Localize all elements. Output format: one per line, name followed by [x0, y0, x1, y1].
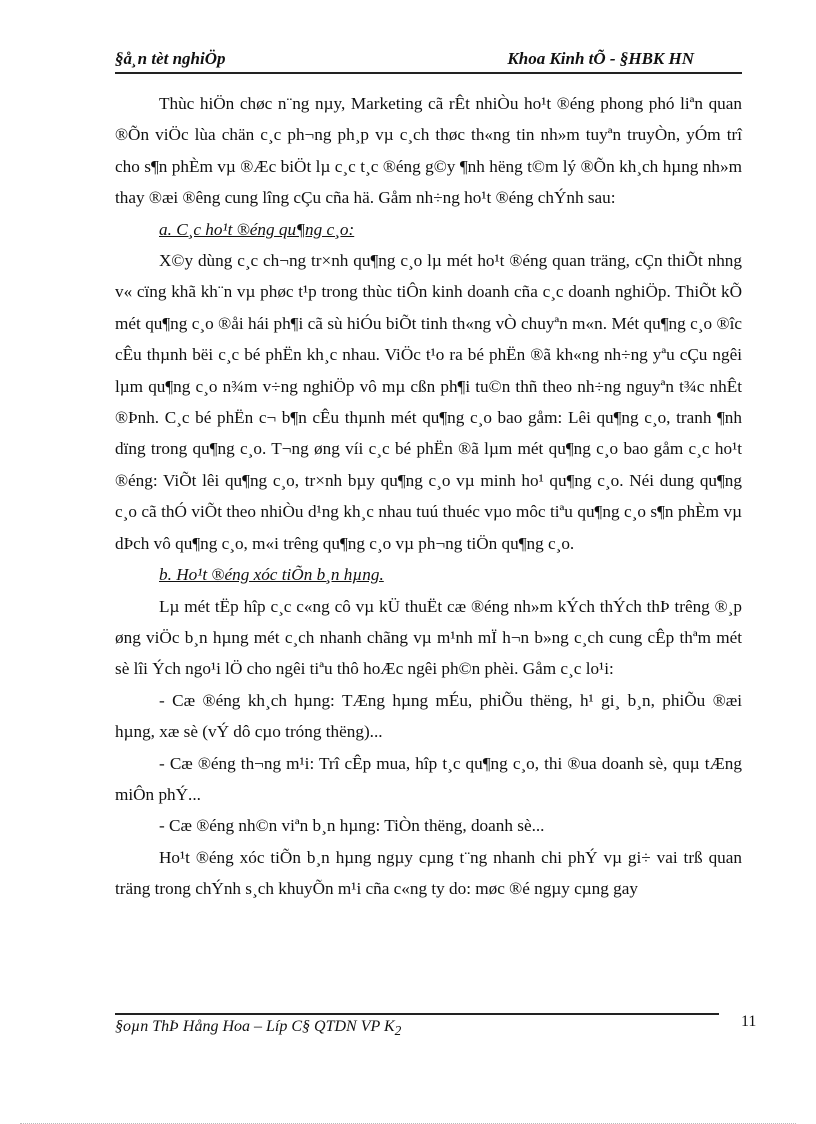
footer-rule — [115, 1013, 719, 1015]
page-footer — [115, 1018, 401, 1039]
paragraph: Ho¹t ®éng xóc tiÕn b¸n hµng ngµy cµng t¨ng nhanh chi phÝ vµ gi÷ vai trß quan träng trong chÝnh s¸ch khuyÕn m¹i cña c«ng ty do: møc ®é ngµy cµng gay — [115, 847, 742, 899]
bullet-item: - Cæ ®éng nh©n viªn b¸n hµng: TiÒn thëng, doanh sè... — [159, 816, 545, 836]
page-number: 11 — [741, 1013, 757, 1030]
header-right-title: Khoa Kinh tÕ - §HBK HN — [507, 49, 694, 68]
paragraph: X©y dùng c¸c ch¬ng tr×nh qu¶ng c¸o lµ mét ho¹t ®éng quan träng, cÇn thiÕt nhng v« cïng khã kh¨n vµ phøc t¹p trong thùc tiÔn kinh doanh cña c¸c doanh nghiÖp. ThiÕt kÕ mét qu¶ng c¸o ®åi hái ph¶i cã sù hiÓu biÕt tinh th«ng vÒ chuyªn m«n. Mét qu¶ng c¸o ®îc cÊu thµnh bëi c¸c bé phËn kh¸c nhau. ViÖc t¹o ra bé phËn ®ã kh«ng nh÷ng yªu cÇu ngêi lµm qu¶ng c¸o n¾m v÷ng nghiÖp vô mµ cßn ph¶i tu©n thñ theo nh÷ng nguyªn t¾c nhÊt ®Þnh. C¸c bé phËn c¬ b¶n cÊu thµnh mét qu¶ng c¸o bao gåm: Lêi qu¶ng c¸o, tranh ¶nh dïng trong qu¶ng c¸o. T¬ng øng víi c¸c bé phËn ®ã lµm mét qu¶ng c¸o bao gåm c¸c ho¹t ®éng: ViÕt lêi qu¶ng c¸o, tr×nh bµy qu¶ng c¸o vµ minh ho¹ qu¶ng c¸o. Néi dung qu¶ng c¸o cã thÓ viÕt theo nhiÒu d¹ng kh¸c nhau tuú thuéc vµo môc tiªu qu¶ng c¸o s¶n phÈm vµ dÞch vô qu¶ng c¸o, m«i trêng qu¶ng c¸o vµ ph¬ng tiÖn qu¶ng c¸o. — [115, 251, 742, 553]
footer-subscript: 2 — [394, 1023, 402, 1039]
bullet-item: - Cæ ®éng th¬ng m¹i: Trî cÊp mua, hîp t¸c qu¶ng c¸o, thi ®ua doanh sè, quµ tÆng miÔn phÝ... — [115, 753, 742, 804]
footer-author: §oµn ThÞ Hång Hoa – Líp C§ QTDN VP K — [115, 1018, 395, 1035]
section-heading-text: b. Ho¹t ®éng xóc tiÕn b¸n hµng. — [159, 565, 384, 585]
page-header — [115, 46, 742, 74]
header-left-title: §å¸n tèt nghiÖp — [115, 49, 226, 68]
paragraph: Thùc hiÖn chøc n¨ng nµy, Marketing cã rÊt nhiÒu ho¹t ®éng phong phó liªn quan ®Õn viÖc lùa chän c¸c ph¬ng ph¸p vµ c¸ch thøc th«ng tin nh»m tuyªn truyÒn, yÓm trî cho s¶n phÈm vµ ®Æc biÖt lµ c¸c t¸c ®éng g©y ¶nh hëng t©m lý ®Õn kh¸ch hµng nh»m thay ®æi ®êng cung lîng cÇu cña hä. Gåm nh÷ng ho¹t ®éng chÝnh sau: — [115, 94, 742, 208]
section-heading-text: a. C¸c ho¹t ®éng qu¶ng c¸o: — [159, 219, 355, 239]
bullet-item: - Cæ ®éng kh¸ch hµng: TÆng hµng mÉu, phiÕu thëng, h¹ gi¸ b¸n, phiÕu ®æi hµng, xæ sè (vÝ dô cµo tróng thëng)... — [115, 690, 742, 742]
section-heading — [115, 559, 742, 590]
paragraph: Lµ mét tËp hîp c¸c c«ng cô vµ kÜ thuËt cæ ®éng nh»m kÝch thÝch thÞ trêng ®¸p øng viÖc b¸n hµng mét c¸ch nhanh chãng vµ m¹nh mÏ h¬n b»ng c¸ch cung cÊp thªm mét sè lîi Ých ngo¹i lÖ cho ngêi tiªu thô hoÆc ngêi ph©n phèi. Gåm c¸c lo¹i: — [115, 596, 742, 679]
document-body — [115, 88, 742, 905]
section-heading — [115, 214, 742, 245]
